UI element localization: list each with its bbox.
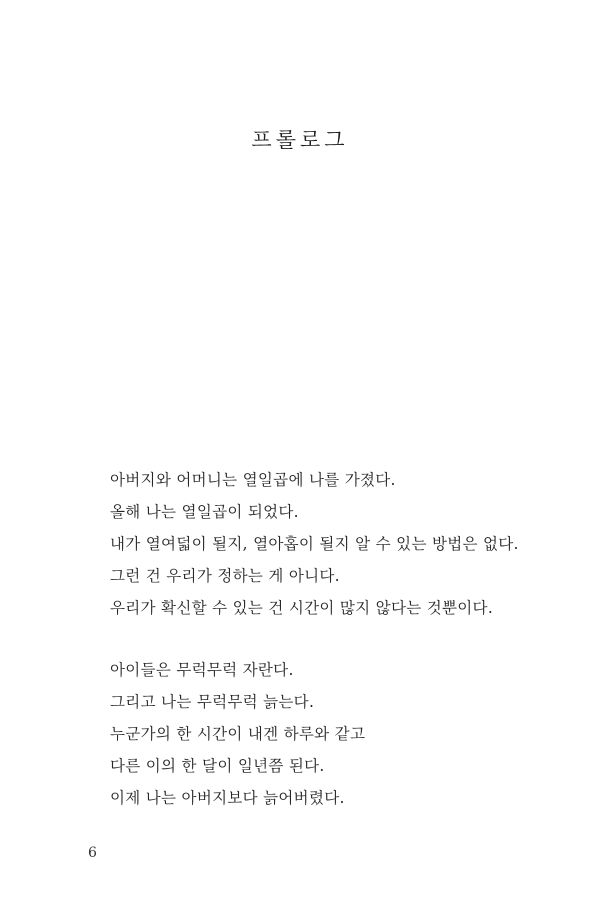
stanza [110, 464, 550, 624]
text-line: 그런 건 우리가 정하는 게 아니다. [110, 567, 340, 585]
text-line: 올해 나는 열일곱이 되었다. [110, 503, 299, 521]
poem-body [110, 464, 550, 814]
text-line: 아이들은 무럭무럭 자란다. [110, 661, 294, 679]
text-line: 이제 나는 아버지보다 늙어버렸다. [110, 789, 345, 807]
page-number: 6 [88, 845, 97, 861]
text-line: 누군가의 한 시간이 내겐 하루와 같고 [110, 725, 366, 743]
text-line: 그리고 나는 무럭무럭 늙는다. [110, 693, 315, 711]
chapter-title: 프롤로그 [251, 128, 349, 152]
text-line: 우리가 확신할 수 있는 건 시간이 많지 않다는 것뿐이다. [110, 599, 494, 617]
text-line: 다른 이의 한 달이 일년쯤 된다. [110, 757, 325, 775]
stanza [110, 654, 550, 814]
text-line: 아버지와 어머니는 열일곱에 나를 가졌다. [110, 471, 396, 489]
stanza-break [110, 624, 550, 654]
text-line: 내가 열여덟이 될지, 열아홉이 될지 알 수 있는 방법은 없다. [110, 535, 519, 553]
